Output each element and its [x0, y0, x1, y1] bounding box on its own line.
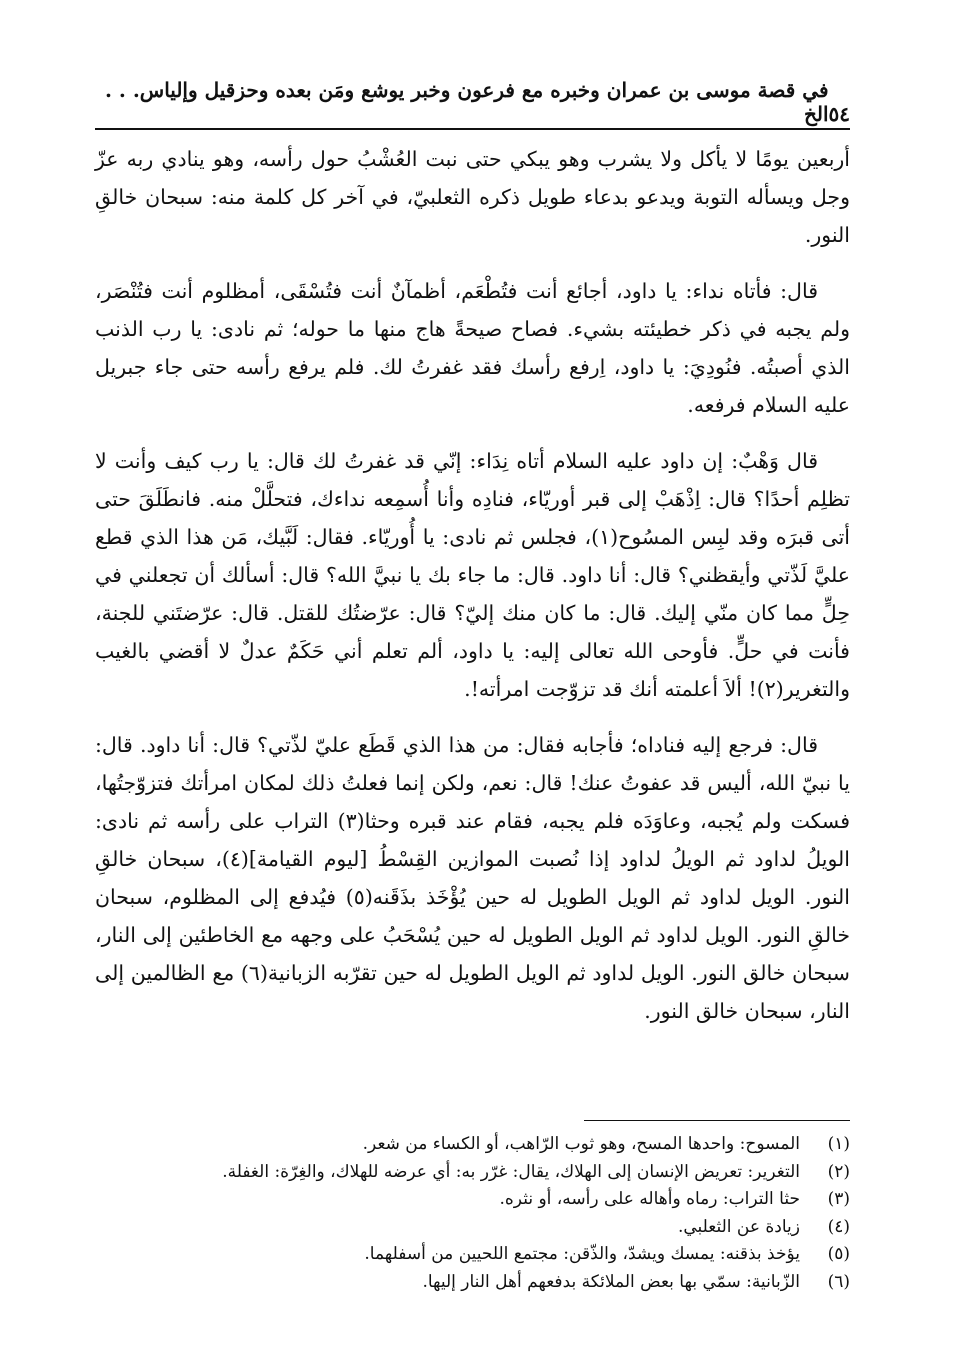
footnote	[95, 1186, 850, 1214]
footnote-number: (٢)	[827, 1161, 850, 1182]
footnote-text: حثا التراب: رماه وأهاله على رأسه، أو نثره.	[499, 1189, 800, 1209]
footnote-number: (٦)	[827, 1271, 850, 1292]
footnote-number: (٣)	[827, 1189, 850, 1209]
footnote-number: (١)	[827, 1134, 850, 1154]
footnote-text: المسوح: واحدها المسح، وهو ثوب الرّاهب، أو الكساء من شعر.	[362, 1134, 800, 1154]
paragraph: قال: فرجع إليه فناداه؛ فأجابه فقال: من هذا الذي قَطَع عليّ لذّتي؟ قال: أنا داود. قال: يا نبيّ الله، أليس قد عفوتُ عنك! قال: نعم، ولكن إنما فعلتُ ذلك لمكان امرأتك فتزوّجتُها، فسكت ولم يُجبه، وعاوَدَه فلم يجبه، فقام عند قبره وحثا(٣) التراب على رأسه ثم نادى: الويلُ لداود ثم الويلُ لداود إذا نُصبت الموازين القِسْطُ [ليوم القيامة](٤)، سبحان خالقِ النور. الويل لداود ثم الويل الطويل له حين يُؤْخَذ بذَقَنه(٥) فيُدفع إلى المظلوم، سبحان خالقِ النور. الويل لداود ثم الويل الطويل له حين يُسْحَبُ على وجهه مع الخاطئين إلى النار، سبحان خالق النور. الويل لداود ثم الويل الطويل له حين تقرّبه الزبانية(٦) مع الظالمين إلى النار، سبحان خالق النور.	[95, 733, 851, 1023]
footnote	[95, 1159, 850, 1187]
header-rule	[95, 128, 850, 130]
running-title: في قصة موسى بن عمران وخبره مع فرعون وخبر يوشع ومَن بعده وحزقيل وإلياس. . . الخ	[104, 78, 829, 126]
paragraph: أربعين يومًا لا يأكل ولا يشرب وهو يبكي حتى نبت العُشْبُ حول رأسه، وهو ينادي ربه عزّ وجل ويسأله التوبة ويدعو بدعاء طويل ذكره الثعلبيّ، في آخر كل كلمة منه: سبحان خالقِ النور.	[95, 147, 850, 247]
paragraph: قال وَهْبٌ: إن داود عليه السلام أتاه نِدَاء: إنّي قد غفرتُ لك قال: يا رب كيف وأنت لا تظلِم أحدًا؟ قال: اِذْهَبْ إلى قبر أوريّاء، فنادِه وأنا أُسمِعه نداءك، فتحلَّلْ منه. فانطَلَقَ حتى أتى قبرَه وقد لبِس المسُوح(١)، فجلس ثم نادى: يا أُوريّاء. فقال: لَبَّيك، مَن هذا الذي قطع عليَّ لَذّتي وأيقظني؟ قال: أنا داود. قال: ما جاء بك يا نبيَّ الله؟ قال: أسألك أن تجعلني في حِلٍّ مما كان منّي إليك. قال: ما كان منك إليّ؟ قال: عرّضتُك للقتل. قال: عرّضتَني للجنة، فأنت في حلٍّ. فأوحى الله تعالى إليه: يا داود، ألم تعلم أني حَكَمٌ عدلٌ لا أقضي بالغيب والتغرير(٢)! ألاَ أعلمته أنك قد تزوّجت امرأته!.	[95, 449, 850, 701]
page-number: ٥٤	[828, 102, 850, 126]
footnotes	[95, 1131, 850, 1296]
page-header	[95, 78, 850, 126]
footnote-text: التغرير: تعريض الإنسان إلى الهلاك، يقال: غرّر به: أي عرضه للهلاك، والغِرّة: الغفلة.	[222, 1161, 800, 1182]
footnote-text: يؤخذ بذقنه: يمسك ويشدّ، والذّقن: مجتمع اللحيين من أسفلهما.	[364, 1244, 800, 1264]
footnote-rule	[584, 1120, 850, 1121]
footnote	[95, 1269, 850, 1297]
footnote-text: زيادة عن الثعلبي.	[677, 1216, 800, 1237]
footnote-number: (٥)	[827, 1244, 850, 1264]
footnote-text: الزّبانية: سمّي بها بعض الملائكة بدفعهم أهل النار إليها.	[422, 1271, 800, 1292]
footnote	[95, 1214, 850, 1242]
paragraph: قال: فأتاه نداء: يا داود، أجائع أنت فتُطْعَم، أظمآنٌ أنت فتُسْقَى، أمظلوم أنت فتُنْصَر، ولم يجبه في ذكر خطيئته بشيء. فصاح صيحةً هاج منها ما حوله؛ ثم نادى: يا رب الذنب الذي أصبتُه. فنُودِيَ: يا داود، اِرفع رأسك فقد غفرتُ لك. فلم يرفع رأسه حتى جاء جبريل عليه السلام فرفعه.	[95, 279, 850, 417]
main-text	[95, 140, 850, 1048]
footnote	[95, 1131, 850, 1159]
footnote	[95, 1241, 850, 1269]
footnote-number: (٤)	[827, 1216, 850, 1237]
